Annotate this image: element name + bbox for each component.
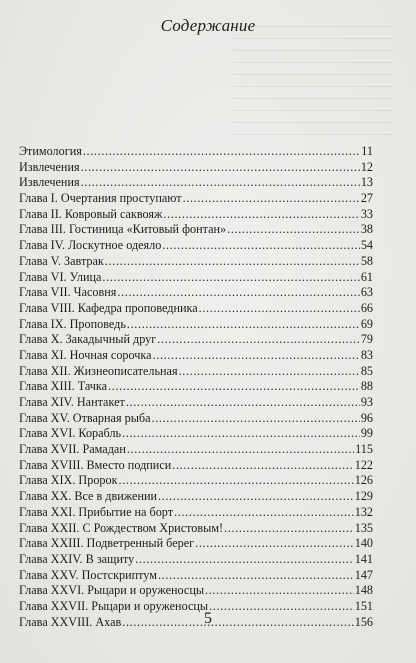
toc-entry-page: 147 [354,567,373,582]
toc-entry [19,505,373,521]
toc-entry-title: Глава XXVIII. Ахав [19,614,122,629]
toc-entry-page: 27 [360,191,373,206]
toc-entry-title: Глава XVIII. Вместо подписи [19,457,172,472]
toc-entry-page: 13 [360,175,373,190]
toc-entry-page: 11 [361,144,373,158]
toc-entry-title: Глава VIII. Кафедра проповедника [19,300,198,315]
toc-entry [19,521,373,537]
toc-leader-dots [172,458,353,474]
toc-entry [19,379,373,395]
toc-leader-dots [227,222,360,238]
table-of-contents [19,144,373,630]
toc-leader-dots [224,521,354,537]
toc-entry-title: Глава XXVII. Рыцари и оруженосцы [19,598,209,613]
toc-entry [19,332,373,348]
toc-entry-title: Глава XIV. Нантакет [19,395,125,409]
toc-entry [19,222,373,238]
toc-entry-title: Глава XXIII. Подветренный берег [19,536,195,551]
toc-entry-page: 122 [354,457,373,472]
toc-entry [19,301,373,317]
toc-entry-page: 38 [360,222,373,237]
toc-entry-page: 132 [354,504,373,519]
toc-leader-dots [205,583,354,599]
toc-entry-page: 58 [360,253,373,268]
toc-entry [19,285,373,301]
toc-entry [19,489,373,505]
toc-entry-page: 88 [360,379,373,394]
toc-entry-page: 96 [360,410,373,425]
toc-entry [19,473,373,489]
toc-leader-dots [102,270,359,286]
toc-leader-dots [105,254,360,270]
toc-leader-dots [122,426,360,442]
toc-entry-page: 148 [354,583,373,598]
toc-entry-page: 12 [360,159,373,174]
toc-entry-title: Глава I. Очертания проступают [19,191,182,206]
toc-entry [19,442,373,458]
toc-entry-title: Глава XXVI. Рыцари и оруженосцы [19,583,205,598]
toc-entry-title: Глава XVI. Корабль [19,426,122,441]
toc-leader-dots [179,364,360,380]
toc-leader-dots [126,395,360,411]
toc-leader-dots [81,160,360,176]
toc-leader-dots [83,144,360,160]
toc-entry [19,458,373,474]
toc-entry-page: 79 [360,332,373,347]
toc-entry [19,317,373,333]
toc-entry-title: Извлечения [19,175,80,190]
toc-entry [19,536,373,552]
toc-leader-dots [152,411,360,427]
toc-entry [19,583,373,599]
toc-leader-dots [174,505,354,521]
toc-entry-title: Глава XV. Отварная рыба [19,410,151,425]
toc-entry-title: Глава XII. Жизнеописательная [19,363,178,378]
toc-entry-page: 129 [354,489,373,504]
toc-entry [19,426,373,442]
toc-entry [19,270,373,286]
toc-entry-title: Этимология [19,144,82,158]
toc-entry-title: Глава II. Ковровый саквояж [19,206,163,221]
toc-entry-title: Глава XXV. Постскриптум [19,567,157,582]
toc-entry [19,395,373,411]
toc-entry-title: Глава IX. Проповедь [19,316,126,331]
toc-entry-page: 126 [354,473,373,488]
toc-leader-dots [108,379,360,395]
toc-entry-page: 66 [360,300,373,315]
toc-entry-title: Глава XIII. Тачка [19,379,108,394]
toc-entry [19,411,373,427]
toc-entry-page: 61 [360,269,373,284]
toc-entry-page: 135 [354,520,373,535]
toc-entry-title: Глава III. Гостиница «Китовый фонтан» [19,222,227,237]
toc-leader-dots [127,442,354,458]
toc-entry [19,207,373,223]
toc-entry [19,191,373,207]
toc-entry-page: 69 [360,316,373,331]
toc-leader-dots [199,301,360,317]
toc-leader-dots [119,473,354,489]
toc-entry [19,144,373,160]
toc-entry-title: Глава VII. Часовня [19,285,117,300]
toc-leader-dots [135,552,353,568]
toc-leader-dots [195,536,354,552]
page-title: Содержание [160,16,256,35]
toc-entry-page: 141 [354,551,373,566]
toc-entry [19,254,373,270]
toc-entry-title: Глава XIX. Пророк [19,473,118,488]
toc-leader-dots [162,238,359,254]
toc-entry-page: 33 [360,206,373,221]
toc-leader-dots [127,317,360,333]
bleed-through-text [234,26,394,136]
toc-entry-page: 151 [354,598,373,613]
toc-entry [19,160,373,176]
toc-leader-dots [163,207,359,223]
toc-entry-page: 140 [354,536,373,551]
toc-leader-dots [158,489,354,505]
toc-entry-title: Глава VI. Улица [19,269,102,284]
toc-entry [19,175,373,191]
toc-entry [19,348,373,364]
toc-entry [19,568,373,584]
toc-entry-page: 93 [360,395,373,409]
toc-entry-title: Извлечения [19,159,80,174]
toc-entry-page: 54 [360,238,373,253]
toc-entry-title: Глава IV. Лоскутное одеяло [19,238,162,253]
toc-leader-dots [183,191,360,207]
toc-entry-page: 85 [360,363,373,378]
toc-entry-page: 115 [355,442,373,457]
toc-entry-title: Глава XX. Все в движении [19,489,158,504]
toc-leader-dots [81,175,360,191]
toc-entry-page: 83 [360,347,373,362]
toc-entry-title: Глава XXI. Прибытие на борт [19,504,174,519]
toc-entry-page: 156 [354,614,373,629]
toc-entry-title: Глава V. Завтрак [19,253,104,268]
page-number: 5 [204,610,212,627]
toc-leader-dots [157,332,360,348]
toc-entry [19,238,373,254]
toc-entry-page: 63 [360,285,373,300]
toc-entry-title: Глава XVII. Рамадан [19,442,126,457]
toc-leader-dots [117,285,359,301]
toc-leader-dots [153,348,360,364]
toc-entry-title: Глава XXIV. В защиту [19,551,135,566]
toc-entry-title: Глава X. Закадычный друг [19,332,157,347]
toc-entry-title: Глава XXII. С Рождеством Христовым! [19,520,224,535]
toc-entry-page: 99 [360,426,373,441]
toc-entry [19,364,373,380]
toc-entry [19,552,373,568]
toc-entry-title: Глава XI. Ночная сорочка [19,347,152,362]
toc-leader-dots [158,568,354,584]
